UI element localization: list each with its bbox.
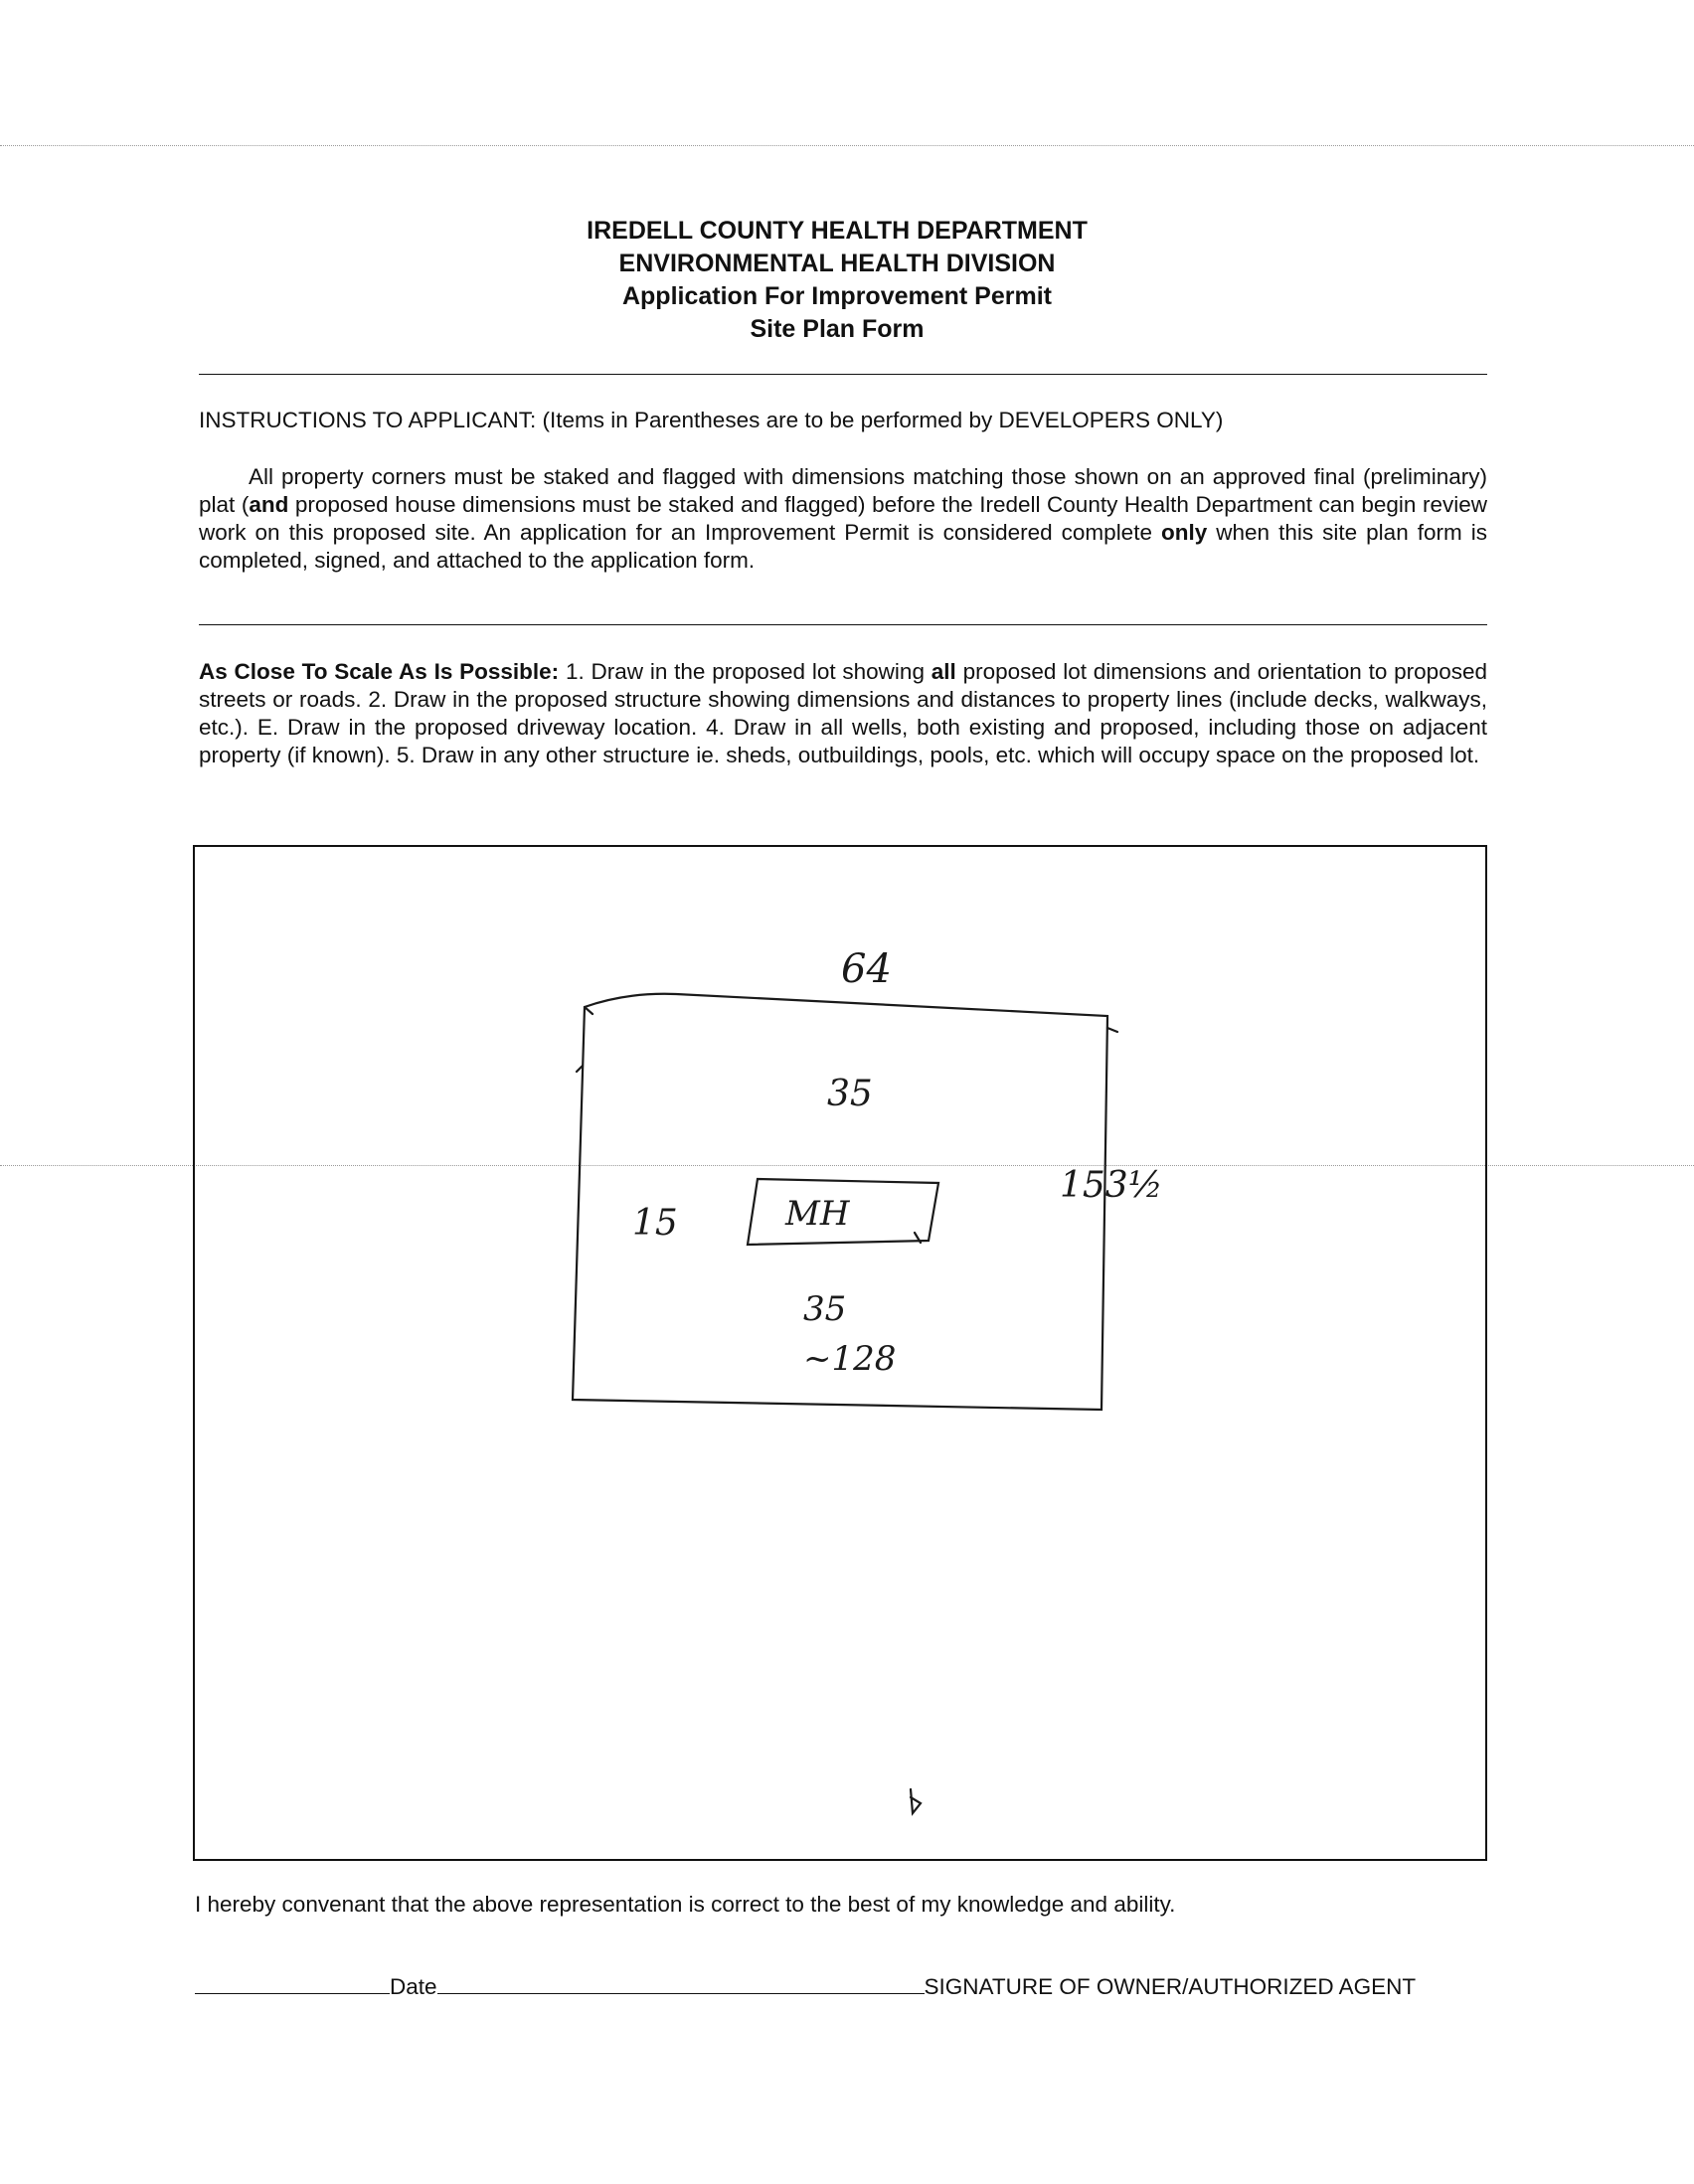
instructions-text-b: proposed house dimensions must be staked and flagged) before the Iredell County Health Department can begin review work on this proposed site. An application for an Improvement Permit is considered complete <box>199 492 1487 545</box>
scale-text-a: 1. Draw in the proposed lot showing <box>559 659 932 684</box>
signature-row <box>195 1974 1487 2000</box>
instructions-text-a: All property corners must be staked and flagged with dimensions matching those shown on an approved final (preliminary) plat ( <box>199 464 1487 517</box>
instructions-text-c: when this site plan form is completed, signed, and attached to the application form. <box>199 520 1487 573</box>
setback-left-label: 15 <box>632 1203 678 1244</box>
lot-corner-tick <box>577 1007 1117 1072</box>
setback-top-label: 35 <box>827 1074 873 1114</box>
signature-blank[interactable] <box>437 1975 925 1994</box>
lot-top-dimension: 64 <box>841 946 892 992</box>
header-application-title: Application For Improvement Permit <box>621 282 1052 310</box>
scale-lead: As Close To Scale As Is Possible: <box>199 659 560 684</box>
structure-label: MH <box>785 1194 850 1234</box>
stray-mark <box>911 1789 921 1813</box>
instructions-text-and: and <box>249 492 289 517</box>
instructions-text-only: only <box>1161 520 1208 545</box>
header-division: ENVIRONMENTAL HEALTH DIVISION <box>618 250 1056 277</box>
scale-text-all: all <box>931 659 956 684</box>
lot-right-dimension: 153½ <box>1060 1165 1163 1206</box>
instructions-title: INSTRUCTIONS TO APPLICANT: (Items in Parentheses are to be performed by DEVELOPERS ONLY) <box>199 408 1224 432</box>
date-label: Date <box>390 1974 437 1999</box>
covenant-statement: I hereby convenant that the above representation is correct to the best of my knowledge and ability. <box>195 1892 1176 1917</box>
header-department: IREDELL COUNTY HEALTH DEPARTMENT <box>587 217 1088 245</box>
signature-label: SIGNATURE OF OWNER/AUTHORIZED AGENT <box>924 1974 1417 1999</box>
date-prefix-blank[interactable] <box>195 1975 390 1994</box>
scale-text-b: proposed lot dimensions and orientation to proposed streets or roads. 2. Draw in the proposed structure showing dimensions and distances to property lines (include decks, walkways, etc.). E. Draw in the proposed driveway location. 4. Draw in all wells, both existing and proposed, including those on adjacent property (if known). 5. Draw in any other structure ie. sheds, outbuildings, pools, etc. which will occupy space on the proposed lot. <box>199 659 1487 767</box>
lot-bottom-note: ~128 <box>803 1339 897 1379</box>
header-form-name: Site Plan Form <box>750 315 925 343</box>
setback-bottom-label: 35 <box>803 1289 847 1329</box>
